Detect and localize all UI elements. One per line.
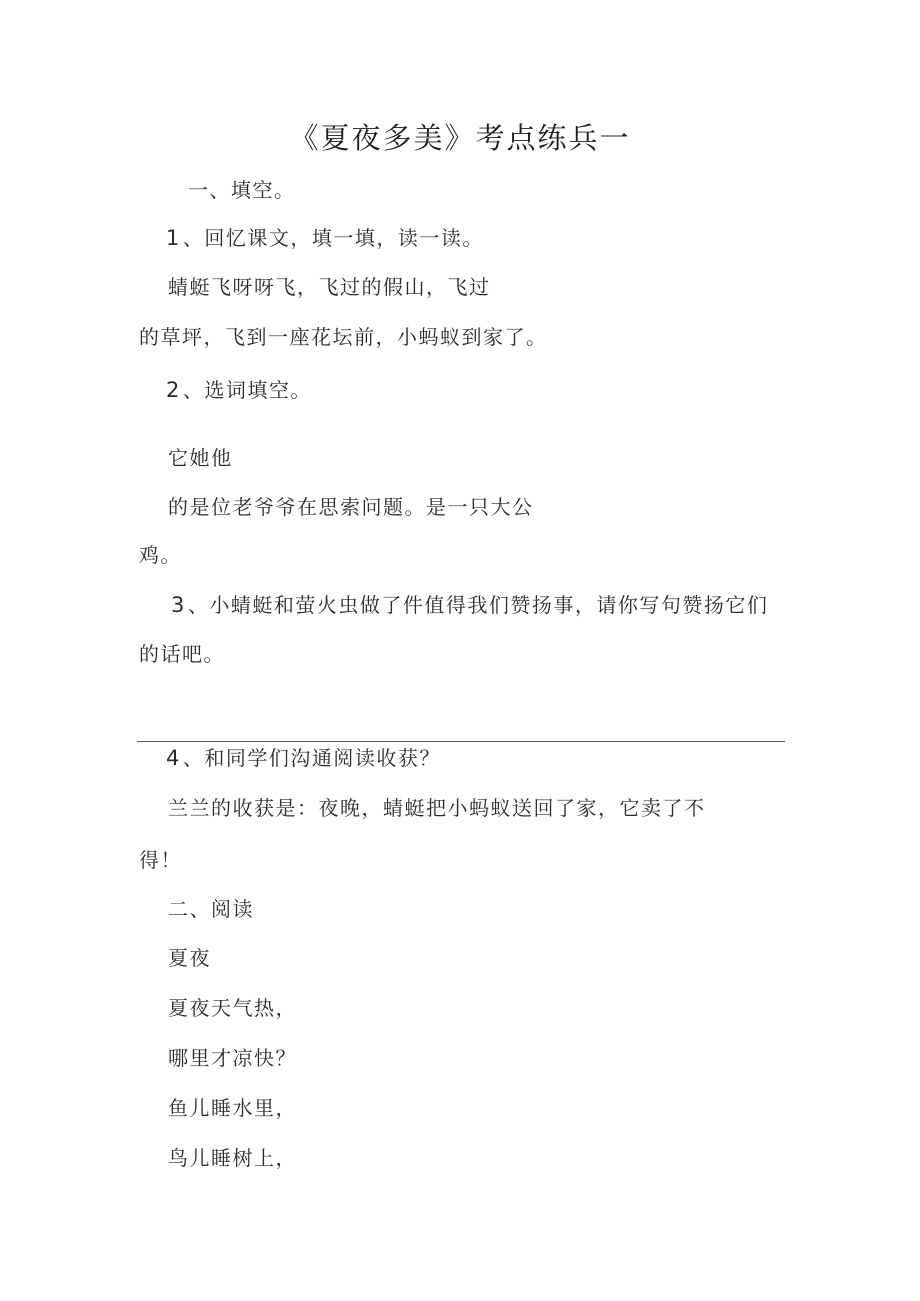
poem-line-2: 哪里才凉快？ bbox=[168, 1046, 297, 1070]
question-4-text: 、和同学们沟通阅读收获？ bbox=[182, 746, 441, 770]
poem-line-3: 鱼儿睡水里， bbox=[168, 1096, 297, 1120]
question-2-line-2: 鸡。 bbox=[139, 543, 182, 567]
poem-line-1: 夏夜天气热， bbox=[168, 996, 297, 1020]
question-3-text: 、小蜻蜓和萤火虫做了件值得我们赞扬事，请你写句赞扬它们 bbox=[187, 593, 769, 617]
question-2-word-options: 它她他 bbox=[168, 446, 233, 470]
question-2-line-1: 的是位老爷爷在思索问题。是一只大公 bbox=[168, 495, 534, 519]
question-3 bbox=[171, 595, 768, 616]
question-4-line-2: 得！ bbox=[139, 848, 182, 872]
question-2 bbox=[166, 380, 312, 401]
question-2-number: 2 bbox=[166, 378, 181, 402]
question-3-line-2: 的话吧。 bbox=[139, 642, 225, 666]
section2-heading: 二、阅读 bbox=[168, 897, 254, 921]
question-2-text: 、选词填空。 bbox=[182, 378, 312, 402]
question-1-line-2: 的草坪，飞到一座花坛前，小蚂蚁到家了。 bbox=[139, 325, 548, 349]
question-4-line-1: 兰兰的收获是：夜晚，蜻蜓把小蚂蚁送回了家，它卖了不 bbox=[168, 796, 706, 820]
answer-line bbox=[137, 741, 785, 742]
question-4-number: 4 bbox=[166, 746, 181, 770]
question-1-line-1: 蜻蜓飞呀呀飞，飞过的假山，飞过 bbox=[168, 275, 491, 299]
document-title: 《夏夜多美》考点练兵一 bbox=[289, 121, 631, 155]
poem-title: 夏夜 bbox=[168, 946, 211, 970]
question-1-text: 、回忆课文，填一填，读一读。 bbox=[182, 226, 484, 250]
question-4 bbox=[166, 748, 441, 769]
question-1-number: 1 bbox=[166, 226, 181, 250]
poem-line-4: 鸟儿睡树上， bbox=[168, 1146, 297, 1170]
section1-heading: 一、填空。 bbox=[188, 178, 296, 202]
question-1 bbox=[166, 228, 484, 249]
question-3-number: 3 bbox=[171, 593, 186, 617]
